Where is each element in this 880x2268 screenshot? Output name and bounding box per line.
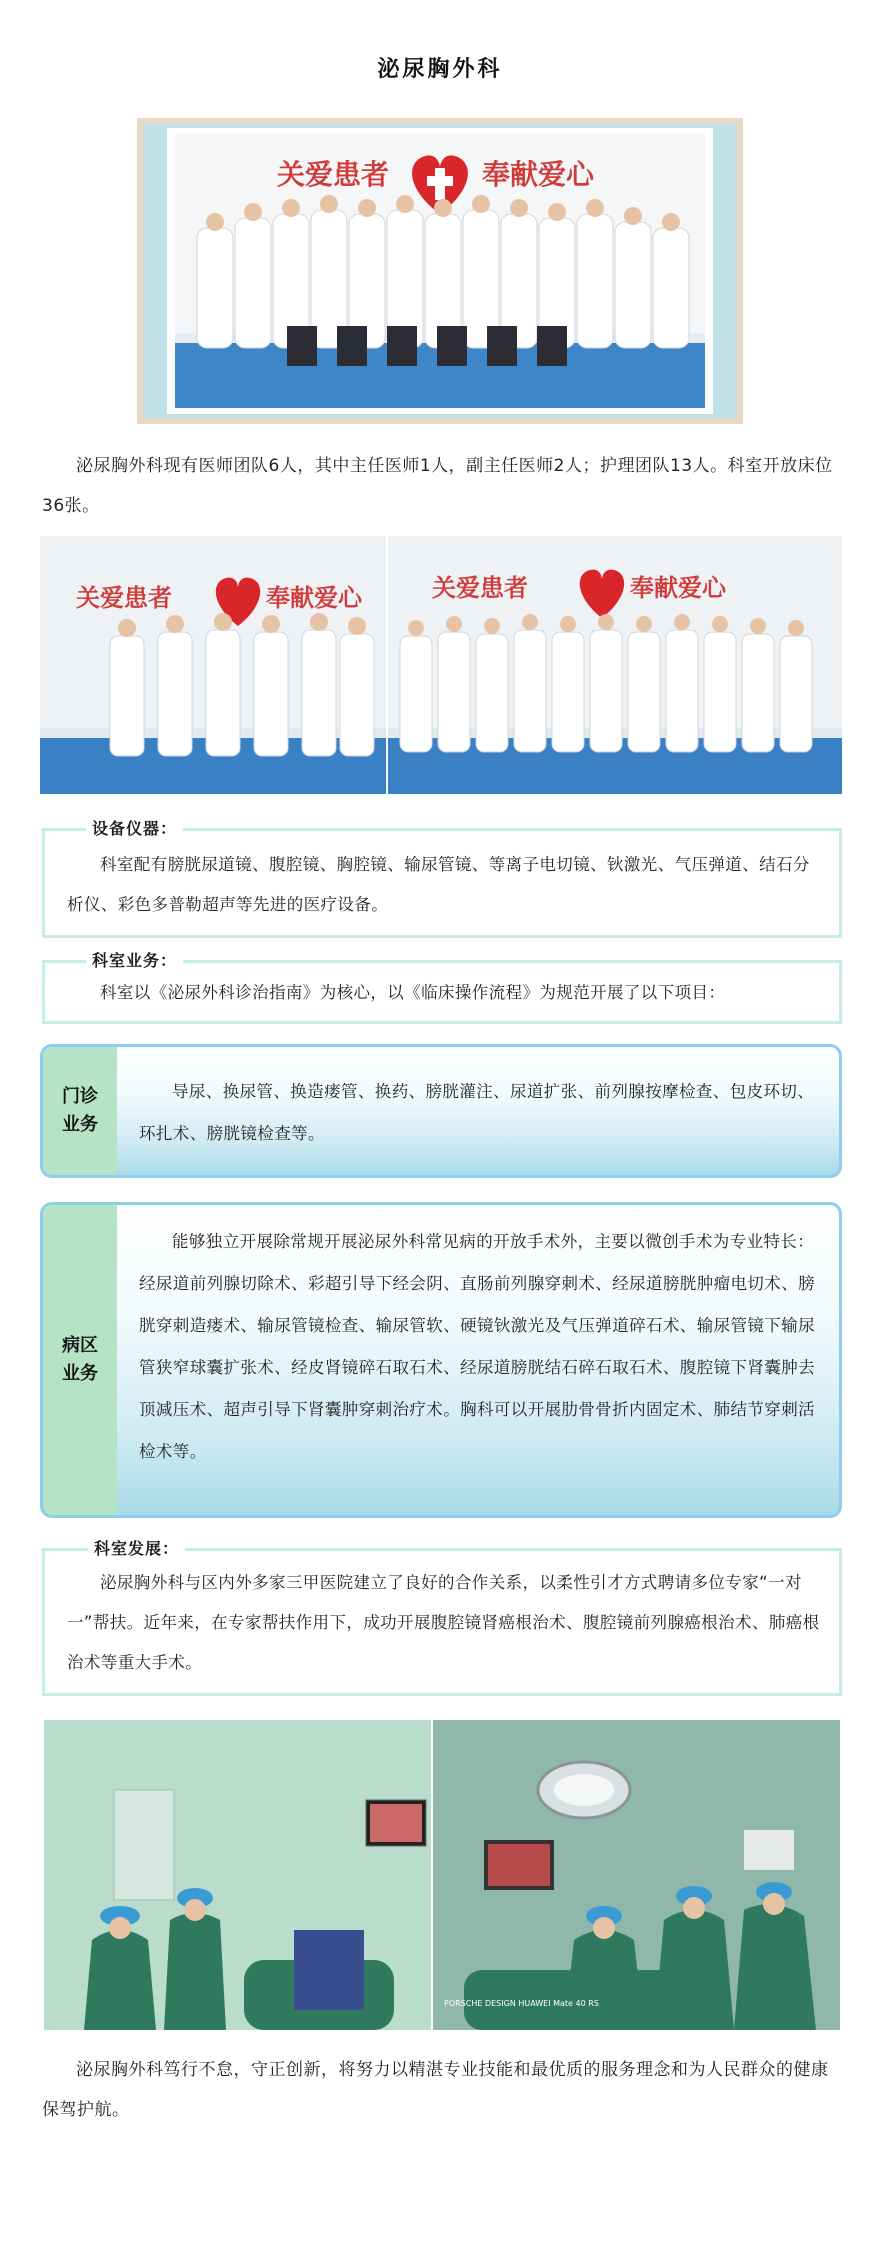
ward-text: 能够独立开展除常规开展泌尿外科常见病的开放手术外，主要以微创手术为专业特长：经尿道前列腺切除术、彩超引导下经会阴、直肠前列腺穿刺术、经尿道膀胱肿瘤电切术、膀胱穿刺造瘘术、输尿管镜检查、输尿管软、硬镜钬激光及气压弹道碎石术、输尿管镜下输尿管狭窄球囊扩张术、经皮肾镜碎石取石术、经尿道膀胱结石碎石取石术、腹腔镜下肾囊肿去顶减压术、超声引导下肾囊肿穿刺治疗术。胸科可以开展肋骨骨折内固定术、肺结节穿刺活检术等。 [139, 1232, 815, 1461]
page-title: 泌尿胸外科 [377, 57, 503, 82]
slogan-left-2: 关爱患者 [76, 583, 172, 612]
doctors-nurses-photo [40, 536, 842, 794]
business-label: 科室业务： [86, 948, 183, 971]
closing-paragraph: 泌尿胸外科笃行不怠，守正创新，将努力以精湛专业技能和最优质的服务理念和为人民群众的健康保驾护航。 [42, 2060, 829, 2120]
slogan-right-2: 奉献爱心 [266, 583, 362, 612]
outpatient-tab: 门诊业务 [43, 1047, 117, 1175]
equipment-text: 科室配有膀胱尿道镜、腹腔镜、胸腔镜、输尿管镜、等离子电切镜、钬激光、气压弹道、结石分析仪、彩色多普勒超声等先进的医疗设备。 [67, 855, 810, 914]
business-text: 科室以《泌尿外科诊治指南》为核心，以《临床操作流程》为规范开展了以下项目： [100, 983, 726, 1002]
photo-watermark: PORSCHE DESIGN HUAWEI Mate 40 RS [444, 1999, 599, 2008]
outpatient-card [40, 1044, 842, 1178]
slogan-left: 关爱患者 [277, 158, 390, 191]
intro-paragraph: 泌尿胸外科现有医师团队6人，其中主任医师1人，副主任医师2人；护理团队13人。科室开放床位36张。 [42, 456, 833, 516]
development-text: 泌尿胸外科与区内外多家三甲医院建立了良好的合作关系，以柔性引才方式聘请多位专家“一对一”帮扶。近年来，在专家帮扶作用下，成功开展腹腔镜肾癌根治术、腹腔镜前列腺癌根治术、肺癌根治术等重大手术。 [67, 1573, 820, 1672]
equipment-label: 设备仪器： [86, 816, 183, 839]
development-section [42, 1548, 842, 1696]
operating-room-photo [44, 1720, 840, 2030]
ward-tab: 病区业务 [43, 1205, 117, 1515]
development-label: 科室发展： [88, 1536, 185, 1559]
ward-card [40, 1202, 842, 1518]
slogan-left-3: 关爱患者 [432, 573, 528, 602]
slogan-right: 奉献爱心 [482, 158, 595, 191]
outpatient-text: 导尿、换尿管、换造瘘管、换药、膀胱灌注、尿道扩张、前列腺按摩检查、包皮环切、环扎术、膀胱镜检查等。 [139, 1082, 815, 1143]
team-group-photo [137, 118, 743, 424]
slogan-right-3: 奉献爱心 [630, 573, 726, 602]
equipment-section [42, 828, 842, 938]
